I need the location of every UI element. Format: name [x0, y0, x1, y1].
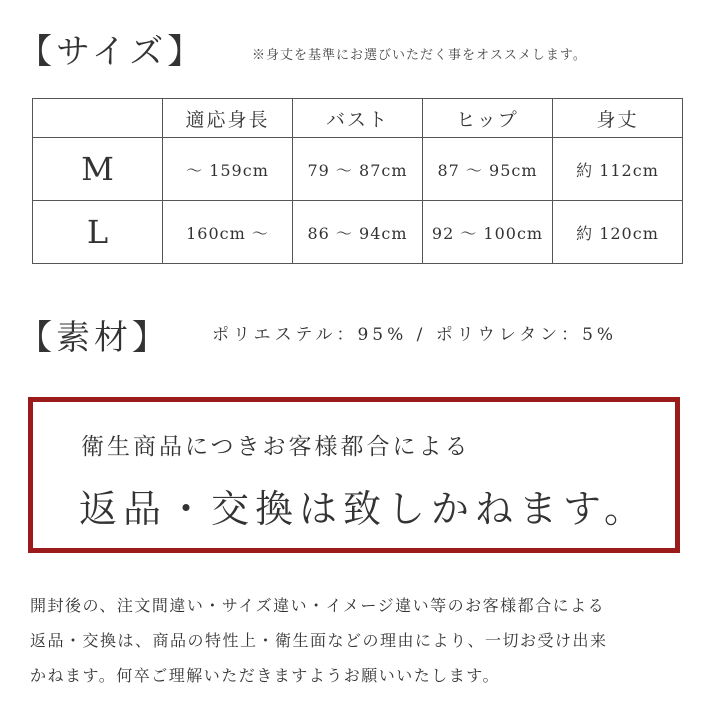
table-cell: 87 〜 95cm [423, 138, 553, 201]
size-recommendation-note: ※身丈を基準にお選びいただく事をオススメします。 [252, 48, 587, 63]
table-row [33, 138, 683, 201]
material-section-title: 【素材】 [18, 318, 170, 358]
size-table-header-blank [33, 99, 163, 138]
size-section-title: 【サイズ】 [18, 32, 206, 72]
table-cell: 92 〜 100cm [423, 201, 553, 264]
table-cell: 79 〜 87cm [293, 138, 423, 201]
table-cell: 〜 159cm [163, 138, 293, 201]
policy-line: 返品・交換は、商品の特性上・衛生面などの理由により、一切お受け出来 [30, 631, 608, 650]
table-cell: 約 120cm [553, 201, 683, 264]
size-label-m: M [33, 138, 163, 201]
size-table-header-hip: ヒップ [423, 99, 553, 138]
table-cell: 160cm 〜 [163, 201, 293, 264]
size-table-header-bust: バスト [293, 99, 423, 138]
size-table-header-row [33, 99, 683, 138]
return-policy-text [30, 588, 690, 693]
return-notice-box [28, 397, 680, 553]
policy-line: かねます。何卒ご理解いただきますようお願いいたします。 [30, 666, 500, 685]
table-row [33, 201, 683, 264]
policy-line: 開封後の、注文間違い・サイズ違い・イメージ違い等のお客様都合による [30, 596, 606, 615]
table-cell: 86 〜 94cm [293, 201, 423, 264]
size-table [32, 98, 683, 264]
size-table-header-height: 適応身長 [163, 99, 293, 138]
size-table-header-length: 身丈 [553, 99, 683, 138]
size-label-l: L [33, 201, 163, 264]
table-cell: 約 112cm [553, 138, 683, 201]
notice-line-no-returns: 返品・交換は致しかねます。 [79, 487, 648, 531]
material-composition: ポリエステル：95% / ポリウレタン：5% [212, 325, 618, 345]
notice-line-hygiene: 衛生商品につきお客様都合による [81, 434, 471, 460]
